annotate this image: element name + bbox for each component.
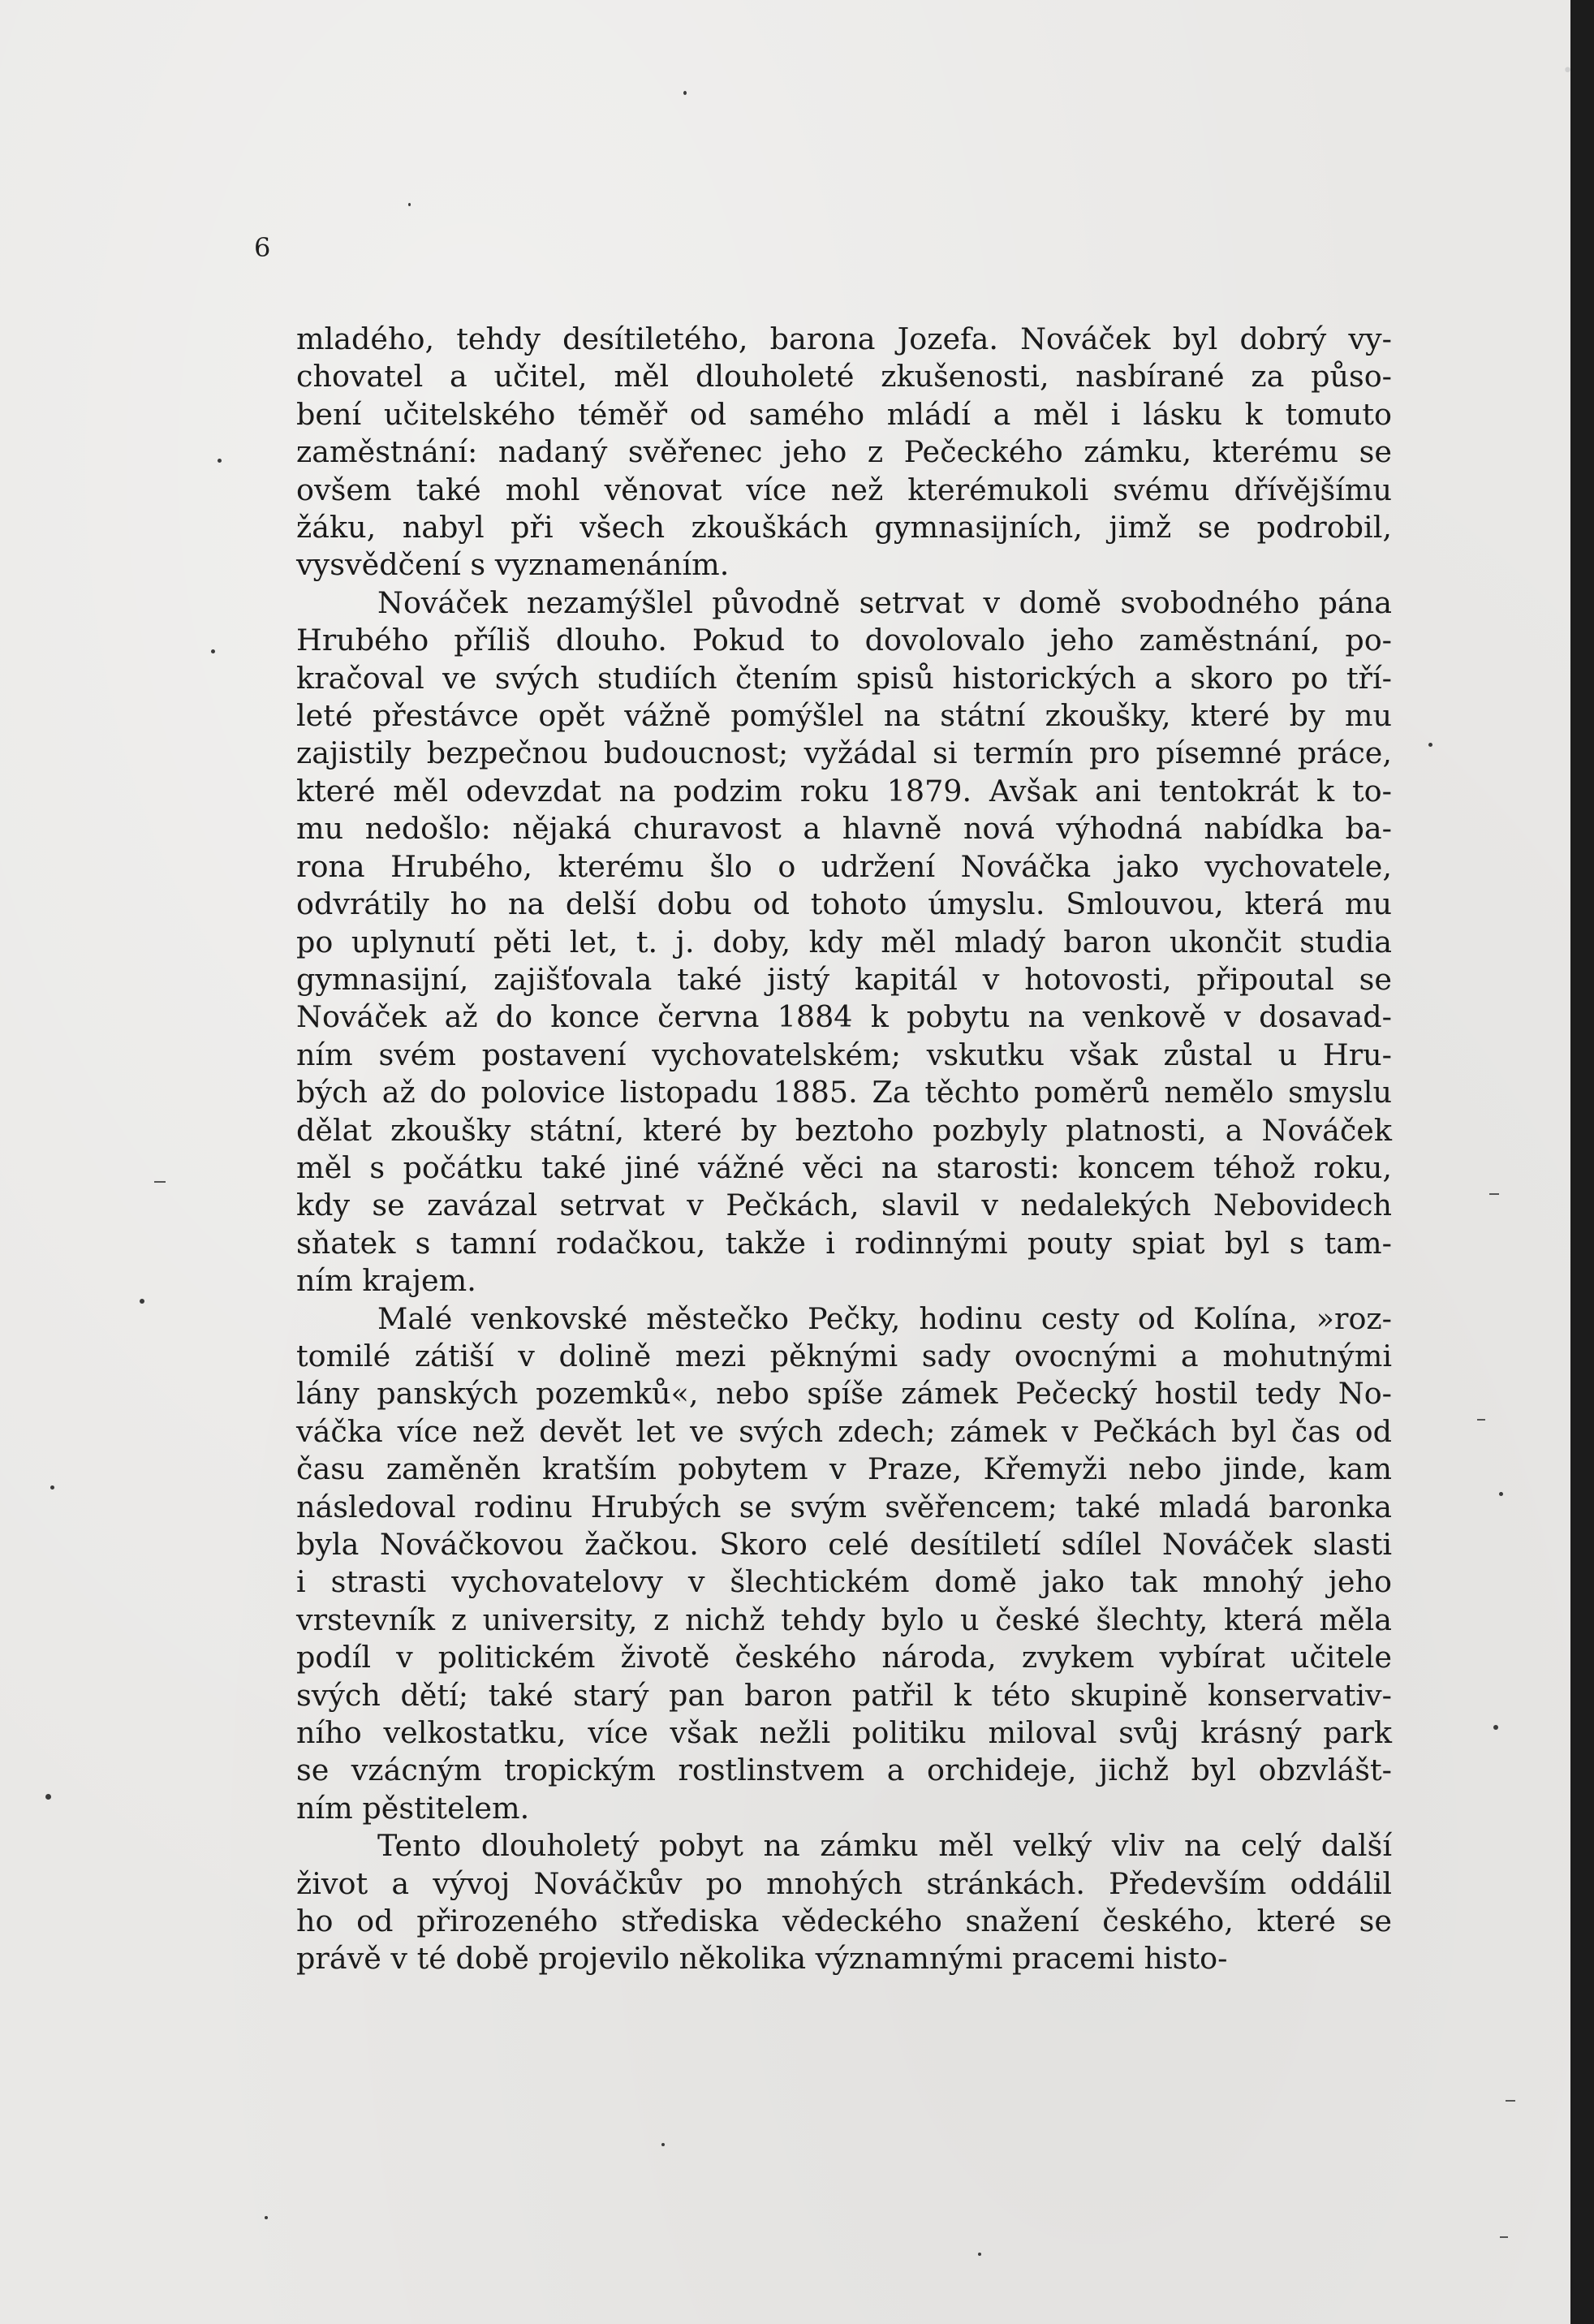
scan-mark: [154, 1181, 166, 1183]
text-line: právě v té době projevilo několika významnými pracemi histo-: [296, 1941, 1228, 1977]
text-line: mu nedošlo: nějaká churavost a hlavně nová výhodná nabídka ba-: [296, 811, 1392, 847]
text-line: mladého, tehdy desítiletého, barona Jozefa. Nováček byl dobrý vy-: [296, 321, 1392, 356]
text-line: ovšem také mohl věnovat více než kterémukoli svému dřívějšímu: [296, 472, 1392, 507]
scan-speck: [683, 91, 687, 95]
text-line: ního velkostatku, více však nežli politiku miloval svůj krásný park: [296, 1715, 1392, 1751]
page-number: 6: [254, 232, 271, 263]
paragraph: [296, 1827, 1392, 1978]
text-line: po uplynutí pěti let, t. j. doby, kdy měl mladý baron ukončit studia: [296, 924, 1392, 959]
body-text: [296, 321, 1392, 1978]
text-line: Nováček až do konce června 1884 k pobytu na venkově v dosavad-: [296, 999, 1392, 1035]
scan-mark: [1477, 1419, 1485, 1421]
text-line: se vzácným tropickým rostlinstvem a orchideje, jichž byl obzvlášt-: [296, 1753, 1392, 1788]
text-line: lány panských pozemků«, nebo spíše zámek Pečecký hostil tedy No-: [296, 1376, 1392, 1412]
text-line: žáku, nabyl při všech zkouškách gymnasijních, jimž se podrobil,: [296, 510, 1392, 545]
text-line: podíl v politickém životě českého národa, zvykem vybírat učitele: [296, 1640, 1392, 1675]
scan-speck: [1428, 743, 1432, 747]
text-line: kračoval ve svých studiích čtením spisů historických a skoro po tří-: [296, 660, 1392, 696]
text-line: Tento dlouholetý pobyt na zámku měl velký vliv na celý další: [377, 1828, 1392, 1864]
text-line: i strasti vychovatelovy v šlechtickém domě jako tak mnohý jeho: [296, 1564, 1392, 1600]
text-line: tomilé zátiší v dolině mezi pěknými sady ovocnými a mohutnými: [296, 1338, 1392, 1373]
text-line: bení učitelského téměř od samého mládí a měl i lásku k tomuto: [296, 396, 1392, 432]
text-line: sňatek s tamní rodačkou, takže i rodinnými pouty spiat byl s tam-: [296, 1225, 1392, 1261]
text-line: které měl odevzdat na podzim roku 1879. Avšak ani tentokrát k to-: [296, 773, 1392, 808]
scan-speck: [45, 1794, 51, 1800]
text-line: kdy se zavázal setrvat v Pečkách, slavil v nedalekých Nebovidech: [296, 1188, 1392, 1223]
text-line: byla Nováčkovou žačkou. Skoro celé desítiletí sdílel Nováček slasti: [296, 1527, 1392, 1562]
text-line: váčka více než devět let ve svých zdech; zámek v Pečkách byl čas od: [296, 1413, 1392, 1449]
text-line: gymnasijní, zajišťovala také jistý kapitál v hotovosti, připoutal se: [296, 961, 1392, 997]
text-line: ním svém postavení vychovatelském; vskutku však zůstal u Hru-: [296, 1037, 1392, 1072]
scan-speck: [140, 1299, 144, 1304]
text-line: Nováček nezamýšlel původně setrvat v domě svobodného pána: [377, 584, 1392, 620]
scan-speck: [211, 649, 215, 653]
scan-speck: [661, 2143, 665, 2146]
scan-speck: [978, 2253, 981, 2256]
scan-speck: [1499, 1492, 1503, 1496]
scan-speck: [218, 459, 222, 463]
scan-mark: [1500, 2236, 1508, 2238]
text-line: ho od přirozeného střediska vědeckého snažení českého, které se: [296, 1904, 1392, 1939]
text-line: chovatel a učitel, měl dlouholeté zkušenosti, nasbírané za půso-: [296, 359, 1392, 395]
text-line: život a vývoj Nováčkův po mnohých stránkách. Především oddálil: [296, 1865, 1392, 1901]
text-line: dělat zkoušky státní, které by beztoho pozbyly platnosti, a Nováček: [296, 1112, 1392, 1148]
text-line: bých až do polovice listopadu 1885. Za těchto poměrů nemělo smyslu: [296, 1075, 1392, 1110]
scan-mark: [1506, 2100, 1515, 2102]
text-line: zajistily bezpečnou budoucnost; vyžádal si termín pro písemné práce,: [296, 735, 1392, 771]
scan-speck: [50, 1485, 54, 1490]
text-line: Hrubého příliš dlouho. Pokud to dovolovalo jeho zaměstnání, po-: [296, 623, 1392, 658]
text-line: ním pěstitelem.: [296, 1790, 530, 1826]
text-line: ním krajem.: [296, 1263, 476, 1299]
text-line: zaměstnání: nadaný svěřenec jeho z Pečeckého zámku, kterému se: [296, 434, 1392, 470]
text-line: odvrátily ho na delší dobu od tohoto úmyslu. Smlouvou, která mu: [296, 886, 1392, 922]
text-line: leté přestávce opět vážně pomýšlel na státní zkoušky, které by mu: [296, 698, 1392, 734]
text-line: vrstevník z university, z nichž tehdy bylo u české šlechty, která měla: [296, 1602, 1392, 1637]
scan-speck: [265, 2216, 268, 2219]
scan-mark: [1489, 1193, 1499, 1195]
scan-corner-mark: •: [1562, 61, 1573, 81]
paragraph: [296, 1300, 1392, 1828]
scan-speck: [408, 203, 411, 206]
text-line: Malé venkovské městečko Pečky, hodinu cesty od Kolína, »roz-: [377, 1300, 1392, 1336]
paragraph: [296, 584, 1392, 1300]
text-line: následoval rodinu Hrubých se svým svěřencem; také mladá baronka: [296, 1489, 1392, 1524]
text-line: rona Hrubého, kterému šlo o udržení Nováčka jako vychovatele,: [296, 848, 1392, 884]
scan-speck: [1493, 1725, 1498, 1730]
paragraph: [296, 321, 1392, 584]
text-line: měl s počátku také jiné vážné věci na starosti: koncem téhož roku,: [296, 1149, 1392, 1185]
text-line: vysvědčení s vyznamenáním.: [296, 547, 730, 583]
text-line: času zaměněn kratším pobytem v Praze, Křemyži nebo jinde, kam: [296, 1451, 1392, 1487]
text-line: svých dětí; také starý pan baron patřil k této skupině konservativ-: [296, 1677, 1392, 1713]
